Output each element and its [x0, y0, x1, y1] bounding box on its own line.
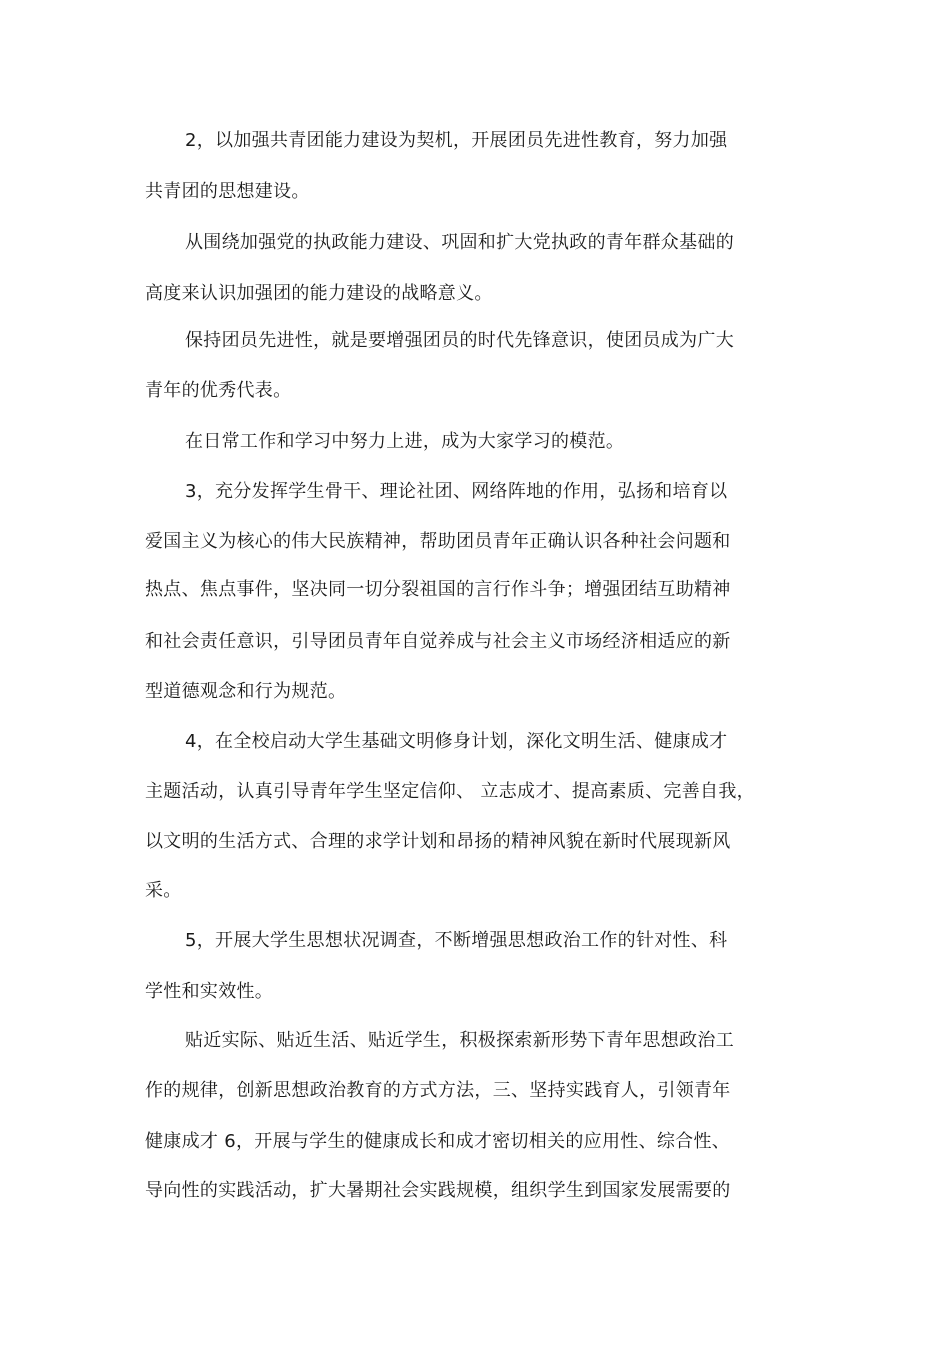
text-line: 3，充分发挥学生骨干、理论社团、网络阵地的作用，弘扬和培育以 — [185, 481, 728, 502]
text-line: 共青团的思想建设。 — [145, 181, 310, 202]
text-line: 健康成才 6，开展与学生的健康成长和成才密切相关的应用性、综合性、 — [145, 1131, 731, 1152]
text-line: 学性和实效性。 — [145, 981, 274, 1002]
text-line: 和社会责任意识，引导团员青年自觉养成与社会主义市场经济相适应的新 — [145, 631, 731, 652]
text-line: 在日常工作和学习中努力上进，成为大家学习的模范。 — [185, 431, 625, 452]
text-line: 保持团员先进性，就是要增强团员的时代先锋意识，使团员成为广大 — [185, 330, 734, 351]
text-line: 以文明的生活方式、合理的求学计划和昂扬的精神风貌在新时代展现新风 — [145, 831, 731, 852]
text-line: 5，开展大学生思想状况调查，不断增强思想政治工作的针对性、科 — [185, 930, 728, 951]
text-line: 青年的优秀代表。 — [145, 380, 292, 401]
text-line: 型道德观念和行为规范。 — [145, 681, 347, 702]
text-line: 贴近实际、贴近生活、贴近学生，积极探索新形势下青年思想政治工 — [185, 1030, 734, 1051]
text-line: 从围绕加强党的执政能力建设、巩固和扩大党执政的青年群众基础的 — [185, 232, 734, 253]
text-line: 4，在全校启动大学生基础文明修身计划，深化文明生活、健康成才 — [185, 731, 728, 752]
text-line: 热点、焦点事件，坚决同一切分裂祖国的言行作斗争；增强团结互助精神 — [145, 579, 731, 600]
text-line: 导向性的实践活动，扩大暑期社会实践规模，组织学生到国家发展需要的 — [145, 1180, 731, 1201]
text-line: 主题活动，认真引导青年学生坚定信仰、 立志成才、提高素质、完善自我， — [145, 781, 755, 802]
text-line: 作的规律，创新思想政治教育的方式方法，三、坚持实践育人，引领青年 — [145, 1080, 731, 1101]
text-line: 2，以加强共青团能力建设为契机，开展团员先进性教育，努力加强 — [185, 130, 728, 151]
text-line: 高度来认识加强团的能力建设的战略意义。 — [145, 283, 493, 304]
text-line: 采。 — [145, 880, 182, 901]
text-line: 爱国主义为核心的伟大民族精神，帮助团员青年正确认识各种社会问题和 — [145, 531, 731, 552]
